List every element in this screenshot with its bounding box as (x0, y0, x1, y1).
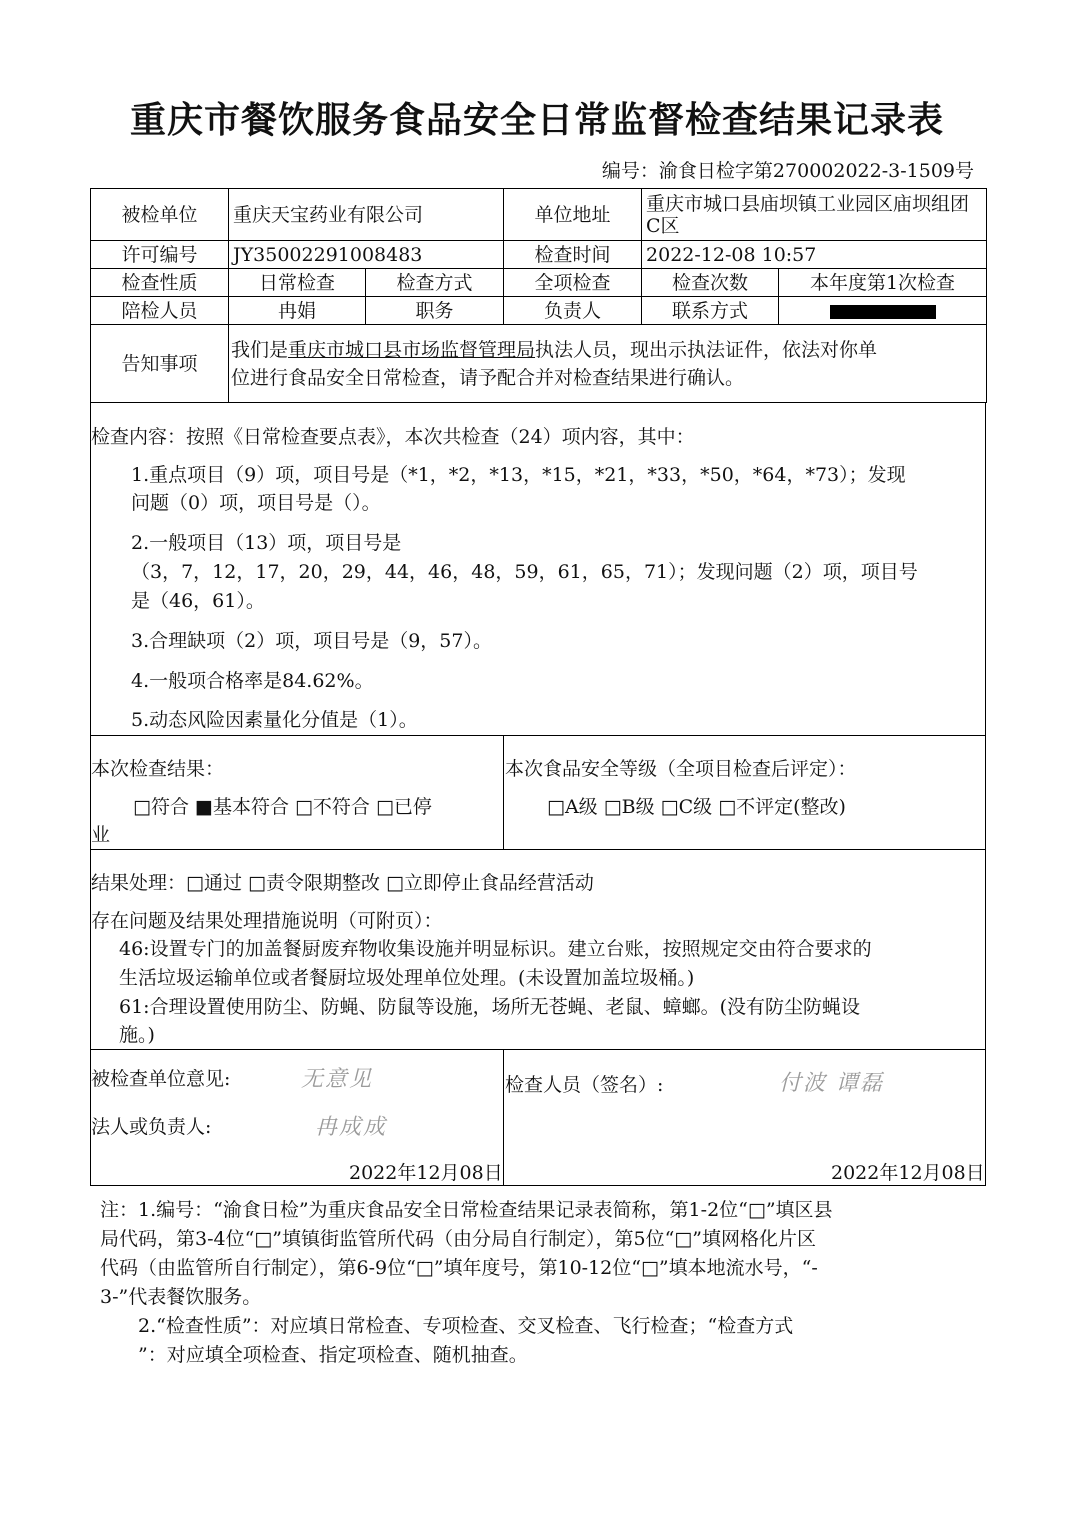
note-1-line-2: 局代码，第3-4位“□”填镇街监管所代码（由分局自行制定），第5位“□”填网格化片区 (100, 1228, 816, 1250)
signature-section (90, 1050, 986, 1186)
page-title: 重庆市餐饮服务食品安全日常监督检查结果记录表 (129, 100, 944, 141)
legal-signature: 冉成成 (315, 1115, 388, 1140)
time-label: 检查时间 (504, 241, 642, 269)
handling-label: 结果处理：□通过 □责令限期整改 □立即停止食品经营活动 (91, 872, 594, 894)
footnotes (100, 1196, 970, 1370)
item-5: 5.动态风险因素量化分值是（1）。 (131, 709, 418, 731)
contact-value (779, 297, 987, 325)
problems-label: 存在问题及结果处理措施说明（可附页）： (91, 910, 443, 932)
problem-46-line-1: 46:设置专门的加盖餐厨废弃物收集设施并明显标识。建立台账，按照规定交由符合要求的 (119, 938, 872, 960)
nature-label: 检查性质 (91, 269, 229, 297)
handling-section (90, 850, 986, 1050)
result-section (90, 736, 986, 850)
license-label: 许可编号 (91, 241, 229, 269)
position-value: 负责人 (504, 297, 642, 325)
contact-label: 联系方式 (642, 297, 779, 325)
unit-label: 被检单位 (91, 189, 229, 241)
result-options: □符合 ■基本符合 □不符合 □已停 (133, 796, 432, 818)
count-value: 本年度第1次检查 (779, 269, 987, 297)
item-4: 4.一般项合格率是84.62%。 (131, 670, 374, 692)
license-value: JY35002291008483 (229, 241, 504, 269)
escort-value: 冉娟 (229, 297, 366, 325)
result-label: 本次检查结果： (91, 758, 225, 780)
note-2-line-2: ”：对应填全项检查、指定项检查、随机抽查。 (138, 1344, 528, 1366)
result-options-wrap: 业 (91, 824, 111, 846)
info-table (90, 188, 987, 403)
note-2-line-1: 2.“检查性质”：对应填日常检查、专项检查、交叉检查、飞行检查；“检查方式 (138, 1315, 794, 1337)
method-value: 全项检查 (504, 269, 642, 297)
address-value: 重庆市城口县庙坝镇工业园区庙坝组团C区 (642, 189, 987, 241)
item-1-line-2: 问题（0）项，项目号是（）。 (131, 492, 381, 514)
escort-label: 陪检人员 (91, 297, 229, 325)
inspector-signature: 付波 谭磊 (779, 1071, 884, 1096)
level-options: □A级 □B级 □C级 □不评定(整改) (547, 796, 846, 818)
notice-post-1: 执法人员，现出示执法证件，依法对你单 (535, 338, 878, 361)
note-1-line-3: 代码（由监管所自行制定），第6-9位“□”填年度号，第10-12位“□”填本地流水号，“- (100, 1257, 818, 1279)
inspection-content-section (90, 402, 986, 736)
note-1-line-1: 注：1.编号：“渝食日检”为重庆食品安全日常检查结果记录表简称，第1-2位“□”填区县 (100, 1199, 833, 1221)
opinion-signature: 无意见 (301, 1067, 374, 1092)
item-2-line-3: 是（46，61）。 (131, 590, 265, 612)
signature-divider (503, 1050, 504, 1185)
item-2-line-2: （3，7，12，17，20，29，44，46，48，59，61，65，71）；发现问题（2）项，项目号 (131, 561, 918, 583)
problem-61-line-1: 61:合理设置使用防尘、防蝇、防鼠等设施，场所无苍蝇、老鼠、蟑螂。(没有防尘防蝇设 (119, 996, 860, 1018)
redaction-bar (830, 305, 936, 319)
time-value: 2022-12-08 10:57 (642, 241, 987, 269)
problem-61-line-2: 施。) (119, 1024, 155, 1046)
left-date: 2022年12月08日 (349, 1162, 503, 1184)
item-3: 3.合理缺项（2）项，项目号是（9，57）。 (131, 630, 492, 652)
item-1-line-1: 1.重点项目（9）项，项目号是（*1，*2，*13，*15，*21，*33，*50，*64，*73）；发现 (131, 464, 906, 486)
problem-46-line-2: 生活垃圾运输单位或者餐厨垃圾处理单位处理。(未设置加盖垃圾桶。) (119, 967, 695, 989)
note-1-line-4: 3-”代表餐饮服务。 (100, 1286, 262, 1308)
level-label: 本次食品安全等级（全项目检查后评定）： (505, 758, 857, 780)
right-date: 2022年12月08日 (831, 1162, 985, 1184)
content-intro: 检查内容：按照《日常检查要点表》，本次共检查（24）项内容，其中： (91, 426, 695, 448)
inspector-label: 检查人员（签名）: (505, 1074, 664, 1096)
notice-label: 告知事项 (91, 325, 229, 403)
count-label: 检查次数 (642, 269, 779, 297)
opinion-label: 被检查单位意见: (91, 1068, 231, 1090)
notice-text (229, 325, 987, 403)
notice-pre: 我们是 (231, 338, 289, 361)
notice-post-2: 位进行食品安全日常检查，请予配合并对检查结果进行确认。 (231, 366, 745, 389)
item-2-line-1: 2.一般项目（13）项，项目号是 (131, 532, 402, 554)
document-number: 编号：渝食日检字第270002022-3-1509号 (601, 160, 974, 182)
method-label: 检查方式 (366, 269, 504, 297)
address-label: 单位地址 (504, 189, 642, 241)
position-label: 职务 (366, 297, 504, 325)
legal-label: 法人或负责人: (91, 1116, 212, 1138)
nature-value: 日常检查 (229, 269, 366, 297)
result-divider (503, 736, 504, 849)
notice-org: 重庆市城口县市场监督管理局 (288, 338, 536, 361)
unit-value: 重庆天宝药业有限公司 (229, 189, 504, 241)
